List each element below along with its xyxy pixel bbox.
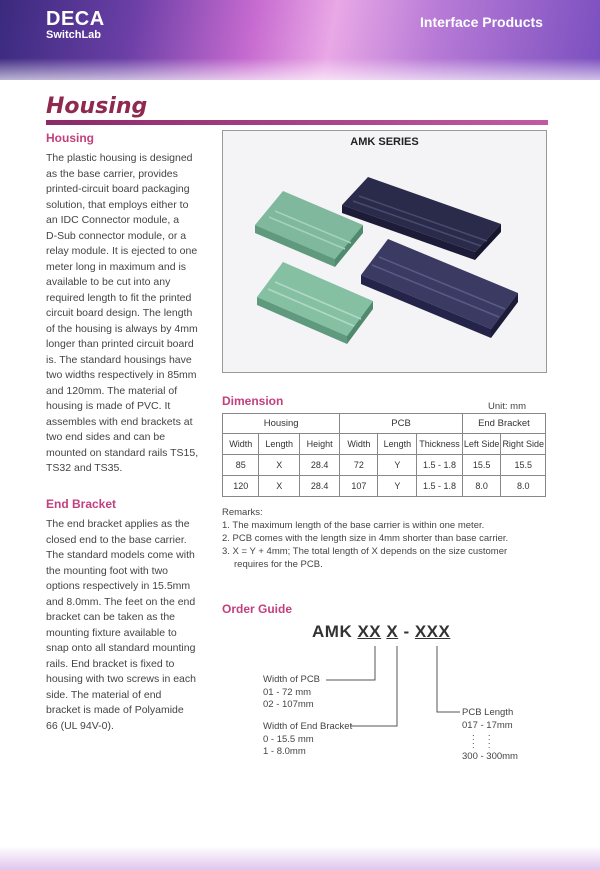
text-line: closed end to the base carrier. [46, 533, 187, 546]
footer-fade [0, 846, 600, 870]
text-line: printed-circuit board packaging [46, 183, 190, 195]
table-cell: X [259, 476, 300, 497]
text-line: snap onto all standard mounting [46, 642, 196, 654]
text-line: longer than printed circuit board [46, 338, 194, 350]
column-header: Height [299, 434, 339, 455]
table-cell: 107 [340, 476, 378, 497]
text-line: The end bracket applies as the [46, 518, 190, 530]
text-line: housing is made of PVC. It [46, 400, 171, 412]
order-guide-heading: Order Guide [222, 602, 293, 616]
end-width-option: 1 - 8.0mm [263, 746, 306, 757]
remarks-heading: Remarks: [222, 507, 263, 518]
end-width-label: Width of End Bracket [263, 721, 353, 732]
text-line: two end sides and can be [46, 431, 166, 443]
pcb-width-label: Width of PCB [263, 674, 321, 685]
pcb-width-option: 02 - 107mm [263, 699, 314, 710]
ellipsis-dots: : : [472, 732, 491, 743]
code-prefix: AMK [312, 622, 358, 641]
column-header: Length [378, 434, 417, 455]
text-line: and 120mm. The material of [46, 384, 178, 397]
text-line: meter long in maximum and is [46, 260, 187, 273]
text-line: housing with two screws in each [46, 673, 196, 685]
column-header: Thickness [417, 434, 463, 455]
brand-logo: DECA [46, 8, 105, 30]
pcb-width-option: 01 - 72 mm [263, 687, 312, 698]
column-header: Right Side [501, 434, 546, 455]
column-header: Width [340, 434, 378, 455]
unit-label: Unit: mm [488, 401, 526, 412]
page-title: Housing [46, 94, 148, 119]
table-cell: 15.5 [462, 455, 501, 476]
remark-item: 3. X = Y + 4mm; The total length of X depends on the size customer [222, 546, 508, 557]
table-cell: 8.0 [501, 476, 546, 497]
column-header: Width [223, 434, 259, 455]
connector-pcb-width [326, 646, 375, 680]
table-cell: 8.0 [462, 476, 501, 497]
text-line: options respectively in 15.5mm [46, 580, 191, 592]
text-line: as the base carrier, provides [46, 167, 178, 180]
text-line: the mounting foot with two [46, 564, 168, 577]
dimension-heading: Dimension [222, 394, 284, 408]
code-pcb-width: XX [357, 622, 382, 641]
pcb-length-option: 300 - 300mm [462, 751, 518, 762]
housing-heading: Housing [46, 131, 94, 145]
text-line: solution, that employs either to [46, 198, 189, 211]
pcb-length-option: 017 - 17mm [462, 720, 513, 731]
category-title: Interface Products [420, 14, 543, 30]
code-end-width: X [386, 622, 399, 641]
text-line: of the housing is always by 4mm [46, 322, 198, 335]
table-cell: 72 [340, 455, 378, 476]
connector-pcb-length [437, 646, 460, 712]
remark-item: 2. PCB comes with the length size in 4mm shorter than base carrier. [222, 533, 509, 544]
code-separator: - [398, 622, 415, 641]
column-header: Length [259, 434, 300, 455]
text-line: bracket is made of Polyamide [46, 704, 184, 716]
text-line: TS32 and TS35. [46, 462, 123, 474]
group-pcb: PCB [340, 414, 463, 434]
pcb-length-label: PCB Length [462, 707, 514, 718]
text-line: and 8.0mm. The feet on the end [46, 595, 196, 608]
text-line: is. The standard housings have [46, 353, 192, 366]
text-line: an IDC Connector module, a [46, 214, 180, 226]
text-line: mounting fixture available to [46, 626, 177, 639]
text-line: required length to fit the printed [46, 291, 192, 304]
table-cell: Y [378, 455, 417, 476]
table-cell: 28.4 [299, 476, 339, 497]
photo-label: AMK SERIES [350, 136, 419, 148]
text-line: circuit board design. The length [46, 307, 193, 319]
text-line: 66 (UL 94V-0). [46, 719, 114, 732]
table-cell: 15.5 [501, 455, 546, 476]
table-cell: 28.4 [299, 455, 339, 476]
remark-item: 1. The maximum length of the base carrier is within one meter. [222, 520, 485, 531]
end-bracket-heading: End Bracket [46, 497, 117, 511]
end-width-option: 0 - 15.5 mm [263, 734, 314, 745]
table-cell: 1.5 - 1.8 [417, 476, 463, 497]
text-line: mounted on standard rails TS15, [46, 446, 199, 459]
text-line: D-Sub connector module, or a [46, 229, 187, 242]
table-cell: 1.5 - 1.8 [417, 455, 463, 476]
table-cell: 120 [223, 476, 259, 497]
text-line: available to be cut into any [46, 276, 171, 288]
column-header: Left Side [462, 434, 501, 455]
text-line: side. The material of end [46, 688, 162, 701]
text-line: assembles with end brackets at [46, 415, 193, 428]
ellipsis-dots: : : [472, 740, 491, 751]
table-cell: Y [378, 476, 417, 497]
connector-end-width [350, 646, 397, 726]
sub-brand: SwitchLab [46, 29, 102, 41]
table-cell: X [259, 455, 300, 476]
text-line: bracket can be taken as the [46, 611, 175, 623]
group-housing: Housing [223, 414, 340, 434]
remark-item: requires for the PCB. [234, 559, 323, 570]
text-line: The plastic housing is designed [46, 152, 193, 164]
table-cell: 85 [223, 455, 259, 476]
text-line: relay module. It is ejected to one [46, 245, 198, 257]
group-end-bracket: End Bracket [462, 414, 545, 434]
code-pcb-length: XXX [414, 622, 451, 641]
text-line: rails. End bracket is fixed to [46, 657, 175, 670]
text-line: two widths respectively in 85mm [46, 369, 197, 381]
text-line: The standard models come with [46, 549, 195, 561]
